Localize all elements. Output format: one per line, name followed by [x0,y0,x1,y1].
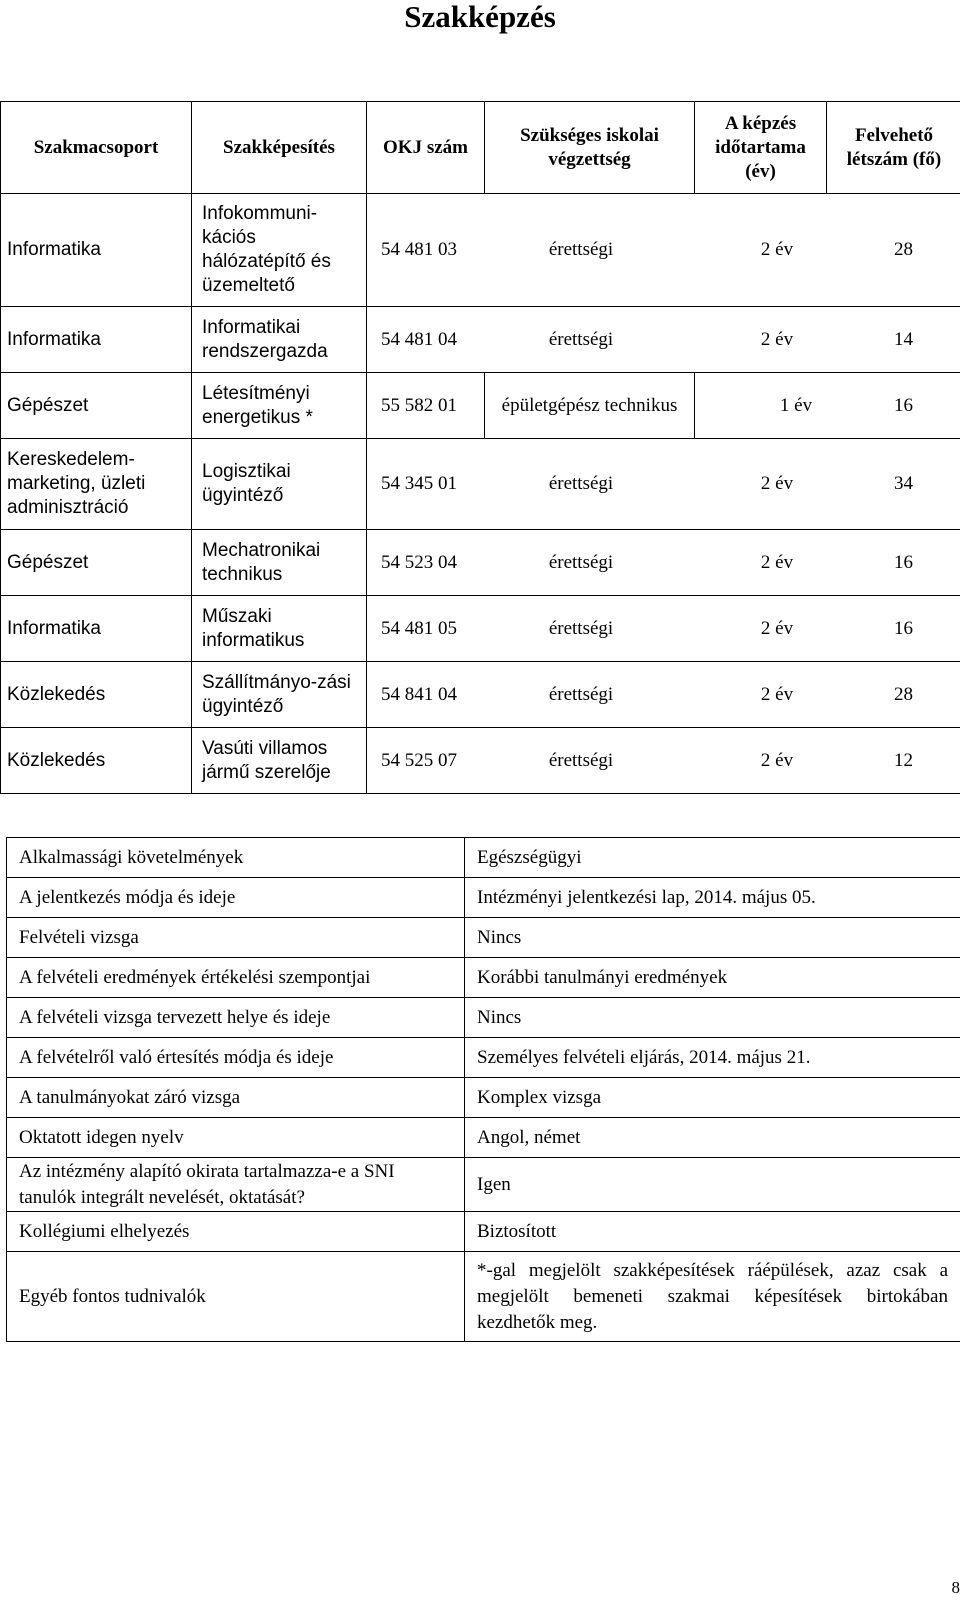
info-label: Felvételi vizsga [7,918,465,958]
qualification-cell: Infokommuni-kációs hálózatépítő és üzemeltető [192,194,367,307]
duration-value: 2 év [760,328,794,350]
info-row [7,958,960,998]
table-row [1,373,960,439]
qualification-cell: Vasúti villamos jármű szerelője [192,728,367,794]
info-label: A felvételről való értesítés módja és ideje [7,1038,465,1078]
info-label: A tanulmányokat záró vizsga [7,1078,465,1118]
duration-value: 2 év [760,473,794,494]
qualification-cell: Műszaki informatikus [192,596,367,662]
qualifications-table [0,101,960,794]
okj-value: 54 481 03 [381,239,457,260]
okj-value: 54 525 07 [381,749,457,771]
info-row [7,1158,960,1212]
capacity-value: 34 [894,473,913,494]
merged-cell [367,194,960,307]
table-header-row [1,102,960,194]
education-value: érettségi [548,328,614,350]
page-number: 8 [951,1578,960,1597]
qualification-cell: Mechatronikai technikus [192,530,367,596]
qualification-cell: Létesítményi energetikus * [192,373,367,439]
group-cell: Informatika [1,194,192,307]
group-cell: Gépészet [1,530,192,596]
capacity-value: 28 [894,239,913,260]
info-value: Nincs [465,918,960,958]
info-row [7,1118,960,1158]
header-group: Szakmacsoport [1,102,192,194]
info-value: Nincs [465,998,960,1038]
header-okj: OKJ szám [367,102,485,194]
okj-value: 54 841 04 [381,683,457,705]
capacity-value: 16 [894,394,913,416]
capacity-value: 28 [894,683,913,705]
info-value: Angol, német [465,1118,960,1158]
info-row [7,1078,960,1118]
duration-value: 2 év [760,239,794,260]
group-cell: Közlekedés [1,662,192,728]
group-cell: Gépészet [1,373,192,439]
education-value: érettségi [548,473,614,494]
info-row [7,918,960,958]
table-row [1,662,960,728]
education-value: érettségi [548,749,614,771]
capacity-value: 16 [894,617,913,639]
info-value: Egészségügyi [465,838,960,878]
qualification-cell: Logisztikai ügyintéző [192,439,367,530]
duration-value: 2 év [760,551,794,573]
info-value: *-gal megjelölt szakképesítések ráépülések, azaz csak a megjelölt bemeneti szakmai képesítések birtokában kezdhetők meg. [465,1252,960,1342]
merged-cell [367,307,960,373]
info-label: A felvételi vizsga tervezett helye és ideje [7,998,465,1038]
info-row [7,1038,960,1078]
info-value: Intézményi jelentkezési lap, 2014. május 05. [465,878,960,918]
okj-value: 54 481 04 [381,328,457,350]
okj-value: 54 523 04 [381,551,457,573]
header-capacity: Felvehető létszám (fő) [827,102,960,194]
merged-cell [367,596,960,662]
qualification-cell: Informatikai rendszergazda [192,307,367,373]
table-row [1,194,960,307]
header-duration: A képzés időtartama (év) [695,102,827,194]
table-row [1,307,960,373]
info-value: Komplex vizsga [465,1078,960,1118]
info-row [7,998,960,1038]
info-value: Személyes felvételi eljárás, 2014. május 21. [465,1038,960,1078]
education-value: érettségi [548,551,614,573]
table-row [1,439,960,530]
info-label: Az intézmény alapító okirata tartalmazza-e a SNI tanulók integrált nevelését, oktatását? [7,1158,465,1212]
group-cell: Informatika [1,307,192,373]
admission-info-table [6,837,960,1342]
duration-value: 2 év [760,749,794,771]
education-value: érettségi [548,617,614,639]
table-row [1,728,960,794]
group-cell: Kereskedelem-marketing, üzleti adminisztráció [1,439,192,530]
education-value: érettségi [548,683,614,705]
info-label: A jelentkezés módja és ideje [7,878,465,918]
capacity-value: 16 [894,551,913,573]
education-value: érettségi [548,239,614,260]
info-row [7,878,960,918]
table-row [1,596,960,662]
info-value: Biztosított [465,1212,960,1252]
header-education: Szükséges iskolai végzettség [485,102,695,194]
merged-cell [367,439,960,530]
qualification-cell: Szállítmányo-zási ügyintéző [192,662,367,728]
merged-cell [367,728,960,794]
duration-value: 1 év [779,394,813,416]
table-row [1,530,960,596]
okj-value: 54 345 01 [381,473,457,494]
info-value: Igen [465,1158,960,1212]
okj-cell: 55 582 01 [367,373,485,439]
merged-cell [367,662,960,728]
okj-value: 54 481 05 [381,617,457,639]
info-row [7,838,960,878]
capacity-value: 14 [894,328,913,350]
merged-cell [695,373,960,439]
info-label: A felvételi eredmények értékelési szempontjai [7,958,465,998]
page-title: Szakképzés [404,0,556,34]
info-label: Kollégiumi elhelyezés [7,1212,465,1252]
duration-value: 2 év [760,683,794,705]
group-cell: Közlekedés [1,728,192,794]
info-label: Egyéb fontos tudnivalók [7,1252,465,1342]
education-cell: épületgépész technikus [485,373,695,439]
group-cell: Informatika [1,596,192,662]
merged-cell [367,530,960,596]
duration-value: 2 év [760,617,794,639]
info-value: Korábbi tanulmányi eredmények [465,958,960,998]
info-row [7,1212,960,1252]
capacity-value: 12 [894,749,913,771]
info-row [7,1252,960,1342]
info-label: Alkalmassági követelmények [7,838,465,878]
header-qualification: Szakképesítés [192,102,367,194]
info-label: Oktatott idegen nyelv [7,1118,465,1158]
